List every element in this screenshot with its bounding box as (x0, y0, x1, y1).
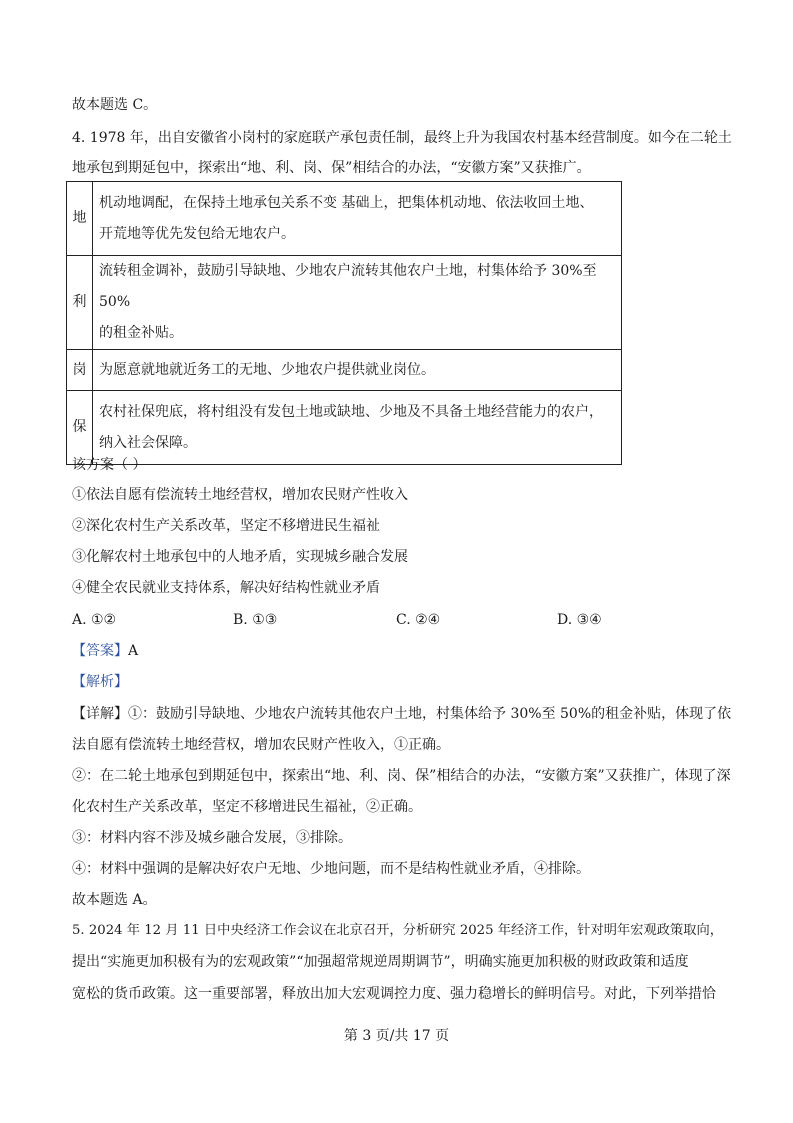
q4-material-table (66, 181, 622, 465)
table-row-line: 农村社保兜底，将村组没有发包土地或缺地、少地及不具备土地经营能力的农户， (99, 403, 603, 420)
page-footer: 第 3 页/共 17 页 (343, 1028, 450, 1044)
q4-analysis-label: 【解析】 (72, 674, 128, 690)
q4-question: 该方案（ ） (72, 457, 147, 473)
answer-value: A (128, 643, 139, 659)
q4-stem-line-2: 地承包到期延包中，探索出“地、利、岗、保”相结合的办法，“安徽方案”又获推广。 (72, 160, 591, 176)
table-row-key: 岗 (67, 350, 93, 391)
q4-stem-line-1: 4. 1978 年，出自安徽省小岗村的家庭联产承包责任制，最终上升为我国农村基本经营制度。如今在二轮土 (72, 130, 732, 146)
table-row-line: 机动地调配，在保持土地承包关系不变 基础上，把集体机动地、依法收回土地、 (99, 194, 594, 211)
table-row-key: 利 (67, 256, 93, 350)
table-row-line: 纳入社会保障。 (99, 434, 197, 451)
q4-statement-3: ③化解农村土地承包中的人地矛盾，实现城乡融合发展 (72, 549, 408, 565)
table-row-line: 开荒地等优先发包给无地农户。 (99, 225, 295, 242)
table-row-key: 保 (67, 391, 93, 465)
q5-stem-line-1: 5. 2024 年 12 月 11 日中央经济工作会议在北京召开，分析研究 2025 年经济工作，针对明年宏观政策取向， (72, 923, 724, 938)
q4-detail-line-2: 法自愿有偿流转土地经营权，增加农民财产性收入，①正确。 (72, 737, 450, 753)
q4-detail-line-6: ④：材料中强调的是解决好农户无地、少地问题，而不是结构性就业矛盾，④排除。 (72, 861, 590, 877)
table-row-content (93, 182, 622, 256)
q4-statement-4: ④健全农民就业支持体系，解决好结构性就业矛盾 (72, 580, 380, 596)
table-row-line: 流转租金调补，鼓励引导缺地、少地农户流转其他农户土地，村集体给予 30%至 50% (99, 263, 597, 310)
q4-option-c: C. ②④ (396, 612, 441, 628)
q4-detail-line-3: ②：在二轮土地承包到期延包中，探索出“地、利、岗、保”相结合的办法，“安徽方案”又获推广，体现了深 (72, 768, 731, 784)
detail-text: ①：鼓励引导缺地、少地农户流转其他农户土地，村集体给予 30%至 50%的租金补贴，体现了依 (128, 706, 732, 722)
answer-label: 【答案】 (72, 643, 128, 659)
q4-detail-line-4: 化农村生产关系改革，坚定不移增进民生福祉，②正确。 (72, 799, 422, 815)
q4-option-a: A. ①② (72, 612, 117, 628)
q4-detail-line-5: ③：材料内容不涉及城乡融合发展，③排除。 (72, 830, 352, 846)
table-row (67, 350, 622, 391)
table-row-content (93, 391, 622, 465)
q4-option-b: B. ①③ (233, 612, 278, 628)
table-row (67, 256, 622, 350)
q5-stem-line-3: 宽松的货币政策。这一重要部署，释放出加大宏观调控力度、强力稳增长的鲜明信号。对此，下列举措恰 (72, 986, 716, 1002)
table-row-line: 的租金补贴。 (99, 325, 183, 341)
q5-stem-line-2: 提出“实施更加积极有为的宏观政策”“加强超常规逆周期调节”，明确实施更加积极的财政政策和适度 (72, 954, 689, 970)
q4-option-d: D. ③④ (557, 612, 602, 628)
table-row-key: 地 (67, 182, 93, 256)
q4-answer (72, 641, 732, 661)
table-row (67, 182, 622, 256)
table-row-line: 为愿意就地就近务工的无地、少地农户提供就业岗位。 (99, 361, 435, 378)
q4-statement-1: ①依法自愿有偿流转土地经营权，增加农民财产性收入 (72, 487, 408, 503)
q4-detail-line-1 (72, 704, 732, 724)
detail-label: 【详解】 (72, 706, 128, 722)
previous-conclusion: 故本题选 C。 (72, 97, 158, 113)
q4-statement-2: ②深化农村生产关系改革，坚定不移增进民生福祉 (72, 518, 380, 534)
table-row-content (93, 350, 622, 391)
q4-conclusion: 故本题选 A。 (72, 892, 157, 908)
table-row (67, 391, 622, 465)
table-row-content (93, 256, 622, 350)
